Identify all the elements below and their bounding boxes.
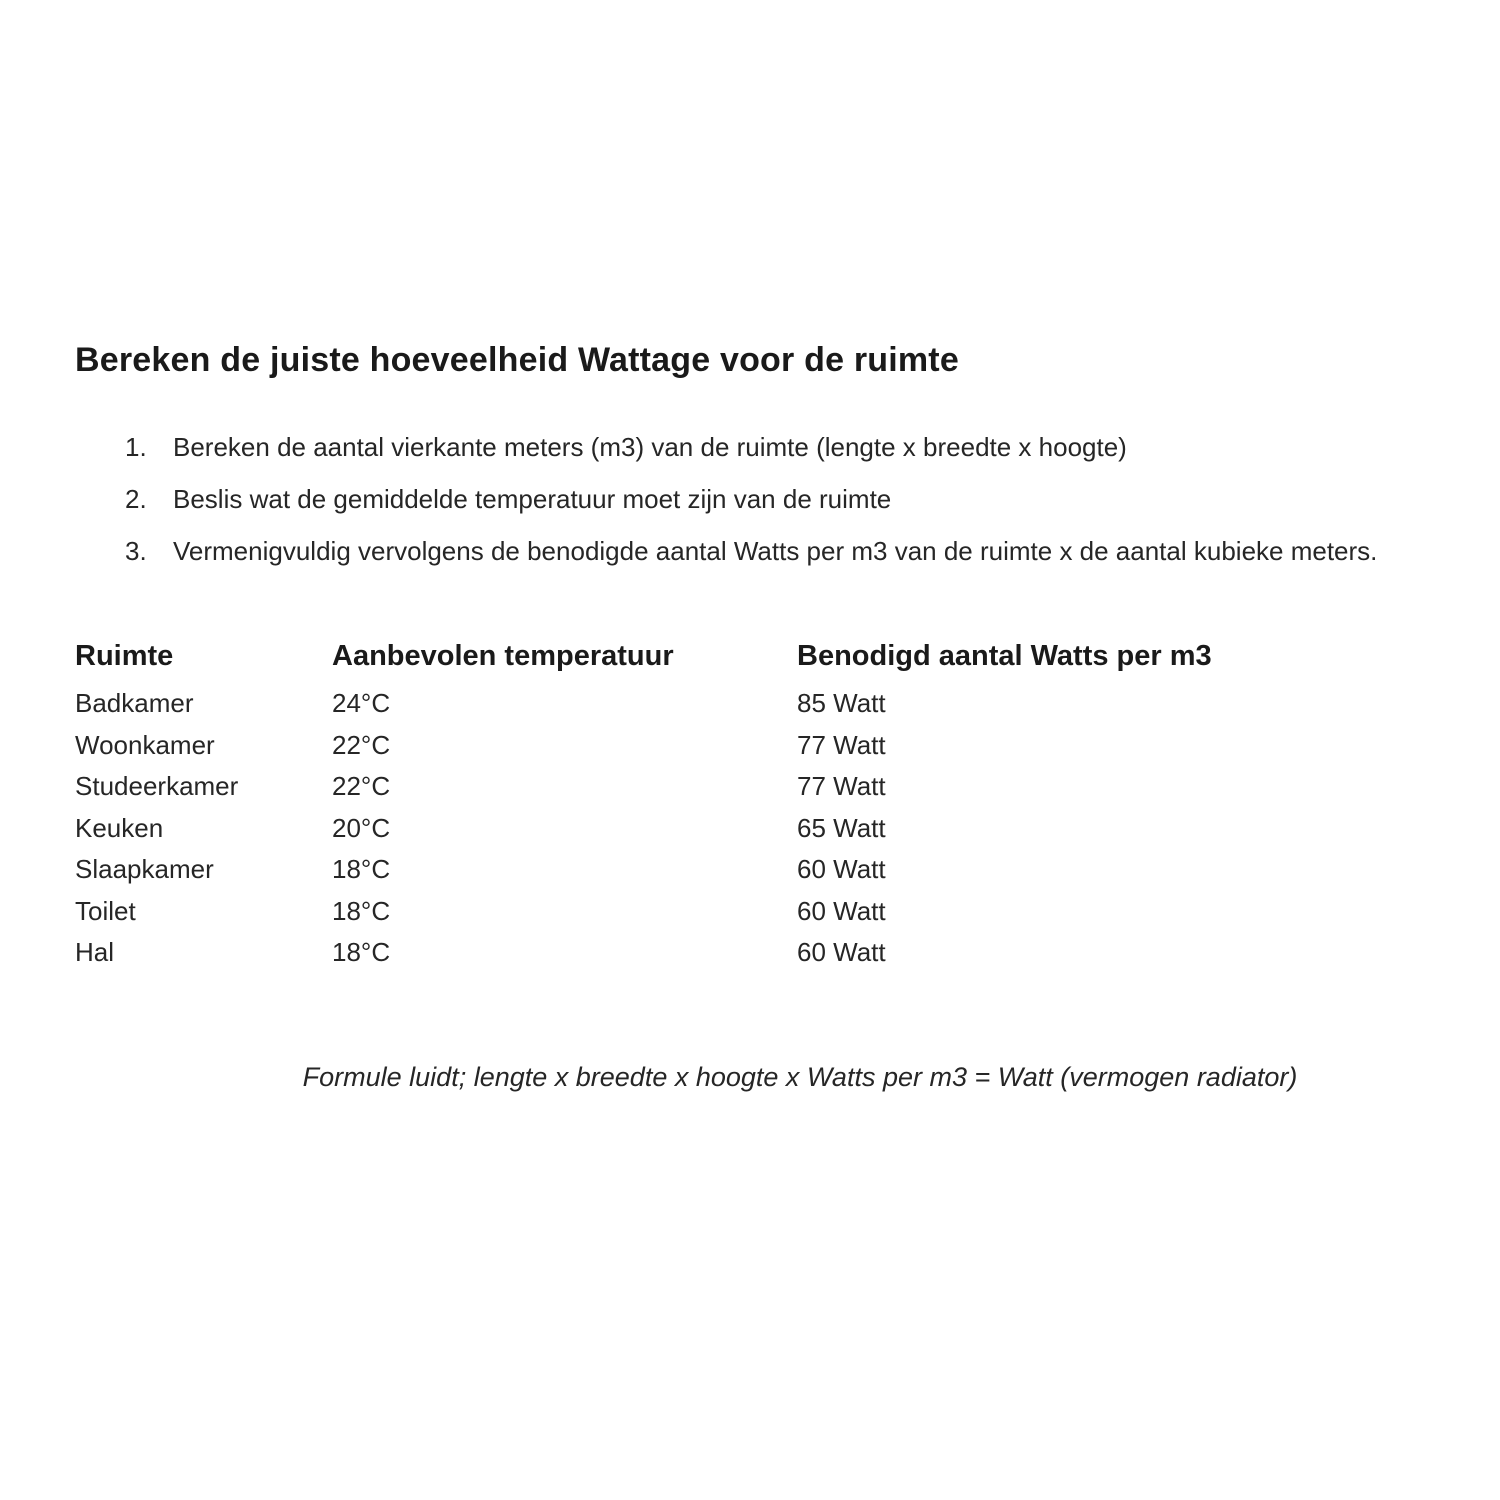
cell-room: Slaapkamer <box>75 854 214 885</box>
table-row <box>75 849 1435 891</box>
cell-room: Studeerkamer <box>75 771 239 802</box>
list-item-2 <box>125 484 1430 515</box>
list-text: Beslis wat de gemiddelde temperatuur moet zijn van de ruimte <box>173 484 892 514</box>
instruction-list <box>75 432 1430 567</box>
cell-temperature: 20°C <box>332 812 391 843</box>
cell-temperature: 18°C <box>332 854 391 885</box>
cell-temperature: 24°C <box>332 688 391 719</box>
cell-watts: 77 Watt <box>797 729 886 760</box>
formula-text: Formule luidt; lengte x breedte x hoogte x Watts per m3 = Watt (vermogen radiator) <box>302 1061 1298 1092</box>
table-row <box>75 766 1435 808</box>
cell-temperature: 18°C <box>332 937 391 968</box>
list-item-1 <box>125 432 1430 463</box>
cell-temperature: 18°C <box>332 895 391 926</box>
list-number: 3. <box>125 536 147 566</box>
table-row <box>75 808 1435 850</box>
room-wattage-table <box>75 640 1435 974</box>
table-row <box>75 932 1435 974</box>
cell-watts: 85 Watt <box>797 688 886 719</box>
cell-watts: 65 Watt <box>797 812 886 843</box>
column-header-ruimte: Ruimte <box>75 640 174 672</box>
table-row <box>75 683 1435 725</box>
cell-watts: 77 Watt <box>797 771 886 802</box>
list-text: Vermenigvuldig vervolgens de benodigde aantal Watts per m3 van de ruimte x de aantal kubieke meters. <box>173 536 1378 566</box>
cell-watts: 60 Watt <box>797 937 886 968</box>
cell-watts: 60 Watt <box>797 895 886 926</box>
column-header-watts: Benodigd aantal Watts per m3 <box>797 640 1212 672</box>
list-text: Bereken de aantal vierkante meters (m3) van de ruimte (lengte x breedte x hoogte) <box>173 432 1127 462</box>
cell-room: Badkamer <box>75 688 194 719</box>
cell-temperature: 22°C <box>332 771 391 802</box>
cell-room: Toilet <box>75 895 136 926</box>
cell-temperature: 22°C <box>332 729 391 760</box>
page-title: Bereken de juiste hoeveelheid Wattage voor de ruimte <box>75 341 959 379</box>
column-header-temperatuur: Aanbevolen temperatuur <box>332 640 674 672</box>
table-row <box>75 725 1435 767</box>
list-number: 2. <box>125 484 147 514</box>
cell-watts: 60 Watt <box>797 854 886 885</box>
table-row <box>75 891 1435 933</box>
cell-room: Keuken <box>75 812 164 843</box>
list-item-3 <box>125 536 1430 567</box>
cell-room: Woonkamer <box>75 729 215 760</box>
list-number: 1. <box>125 432 147 462</box>
cell-room: Hal <box>75 937 115 968</box>
table-header-row <box>75 640 1435 683</box>
